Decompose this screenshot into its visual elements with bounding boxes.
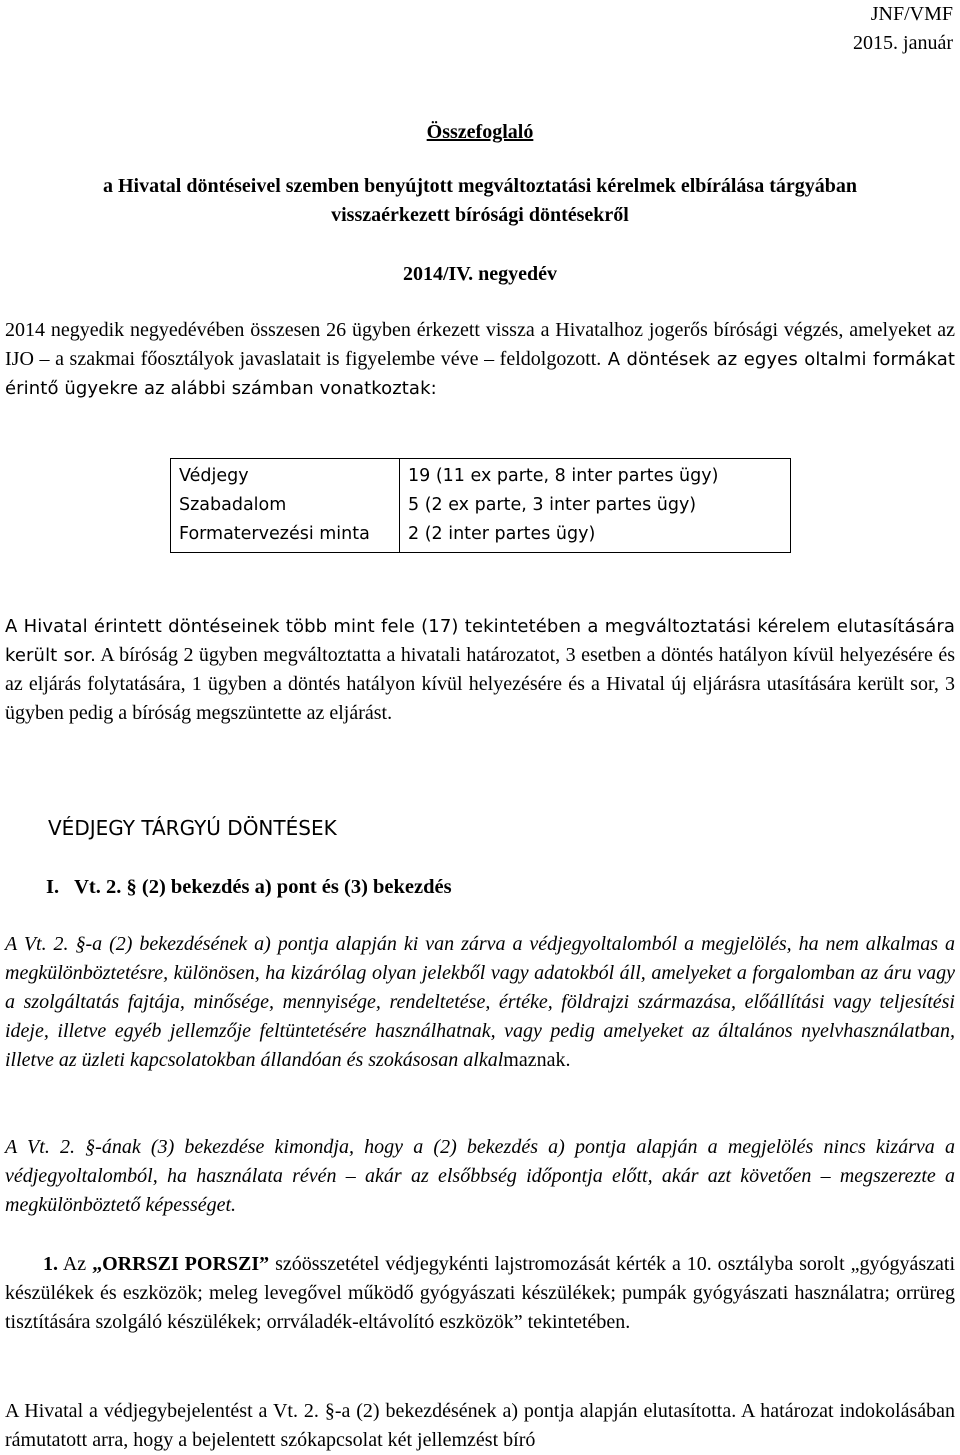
case-paragraph [5,1250,955,1337]
document-title: Összefoglaló [426,121,534,143]
category-column [171,459,400,553]
law-heading-text: I. Vt. 2. § (2) bekezdés a) pont és (3) bekezdés [46,876,452,898]
category-label: Védjegy [179,466,249,486]
intro-text: 2014 negyedik negyedévében összesen 26 ügyben érkezett vissza a Hivatalhoz jogerős bírósági végzés, amelyeket az IJO – a szakmai főosztályok javaslatait is figyelembe véve – feldolgozott. [5,319,955,370]
law-quote-tail: maznak. [503,1049,571,1071]
case-text-pre: Az [58,1253,93,1275]
law-paragraph-2: A Vt. 2. §-ának (3) bekezdése kimondja, hogy a (2) bekezdés a) pontja alapján a megjelölés nincs kizárva a védjegyoltalomból, ha használata révén – akár az elsőbbség időpontja előtt, akár azt követően – megszerezte a megkülönböztető képességet. [5,1136,955,1216]
section-title: VÉDJEGY TÁRGYÚ DÖNTÉSEK [48,816,337,840]
table-row [171,459,791,553]
trademark-name: „ORRSZI PORSZI” [92,1253,270,1275]
category-label: Szabadalom [179,495,287,515]
header-date: 2015. január [853,32,953,54]
count-column [400,459,791,553]
law-paragraph-1 [5,930,955,1075]
header-reference: JNF/VMF [870,3,953,25]
category-label: Formatervezési minta [179,524,370,544]
subtitle-line-1: a Hivatal döntéseivel szemben benyújtott megváltoztatási kérelmek elbírálása tárgyában [103,175,857,197]
summary-text: A Hivatal érintett döntéseinek több mint fele (17) tekintetében a megváltoztatási kérelem elutasítására került sor. [5,616,955,666]
law-heading [46,873,452,902]
document-header [853,0,953,58]
statistics-table [170,458,791,553]
category-count: 19 (11 ex parte, 8 inter partes ügy) [408,466,719,486]
intro-paragraph [5,316,955,403]
law-quote-text: A Vt. 2. §-a (2) bekezdésének a) pontja alapján ki van zárva a védjegyoltalomból a megjelölés, ha nem alkalmas a megkülönböztetésre, különösen, ha kizárólag olyan jelekből vagy adatokból áll, amelyeket a forgalomban az áru vagy a szolgáltatás fajtája, minősége, mennyisége, rendeltetése, értéke, földrajzi származása, előállítási vagy teljesítési ideje, illetve egyéb jellemzője feltüntetésére használhatnak, vagy pedig amelyeket az általános nyelvhasználatban, illetve az üzleti kapcsolatokban állandóan és szokásosan alkal [5,933,955,1071]
summary-text-continued: A bíróság 2 ügyben megváltoztatta a hivatali határozatot, 3 esetben a döntés hatályon kívül helyezésére és az eljárás folytatására, 1 ügyben a döntés hatályon kívül helyezésére és a Hivatal új eljárásra utasítására került sor, 3 ügyben pedig a bíróság megszüntette az eljárást. [5,644,955,724]
summary-paragraph [5,612,955,728]
document-subtitle [0,172,960,230]
case-text: szóösszetétel védjegykénti lajstromozását kérték a 10. osztályba sorolt „gyógyászati készülékek és eszközök; meleg levegővel működő gyógyászati készülékek; pumpák gyógyászati használatra; orrüreg tisztítására szolgáló készülékek; orrváladék-eltávolító eszközök” tekintetében. [5,1253,955,1333]
decision-paragraph: A Hivatal a védjegybejelentést a Vt. 2. §-a (2) bekezdésének a) pontja alapján elutasította. A határozat indokolásában rámutatott arra, hogy a bejelentett szókapcsolat két jellemzést bíró [5,1400,955,1451]
category-count: 5 (2 ex parte, 3 inter partes ügy) [408,495,697,515]
case-number: 1. [43,1253,58,1275]
intro-text-continued: A döntések az egyes oltalmi formákat érintő ügyekre az alábbi számban vonatkoztak: [5,349,955,399]
category-count: 2 (2 inter partes ügy) [408,524,596,544]
subtitle-line-2: visszaérkezett bírósági döntésekről [331,204,629,226]
period-heading: 2014/IV. negyedév [402,263,558,285]
